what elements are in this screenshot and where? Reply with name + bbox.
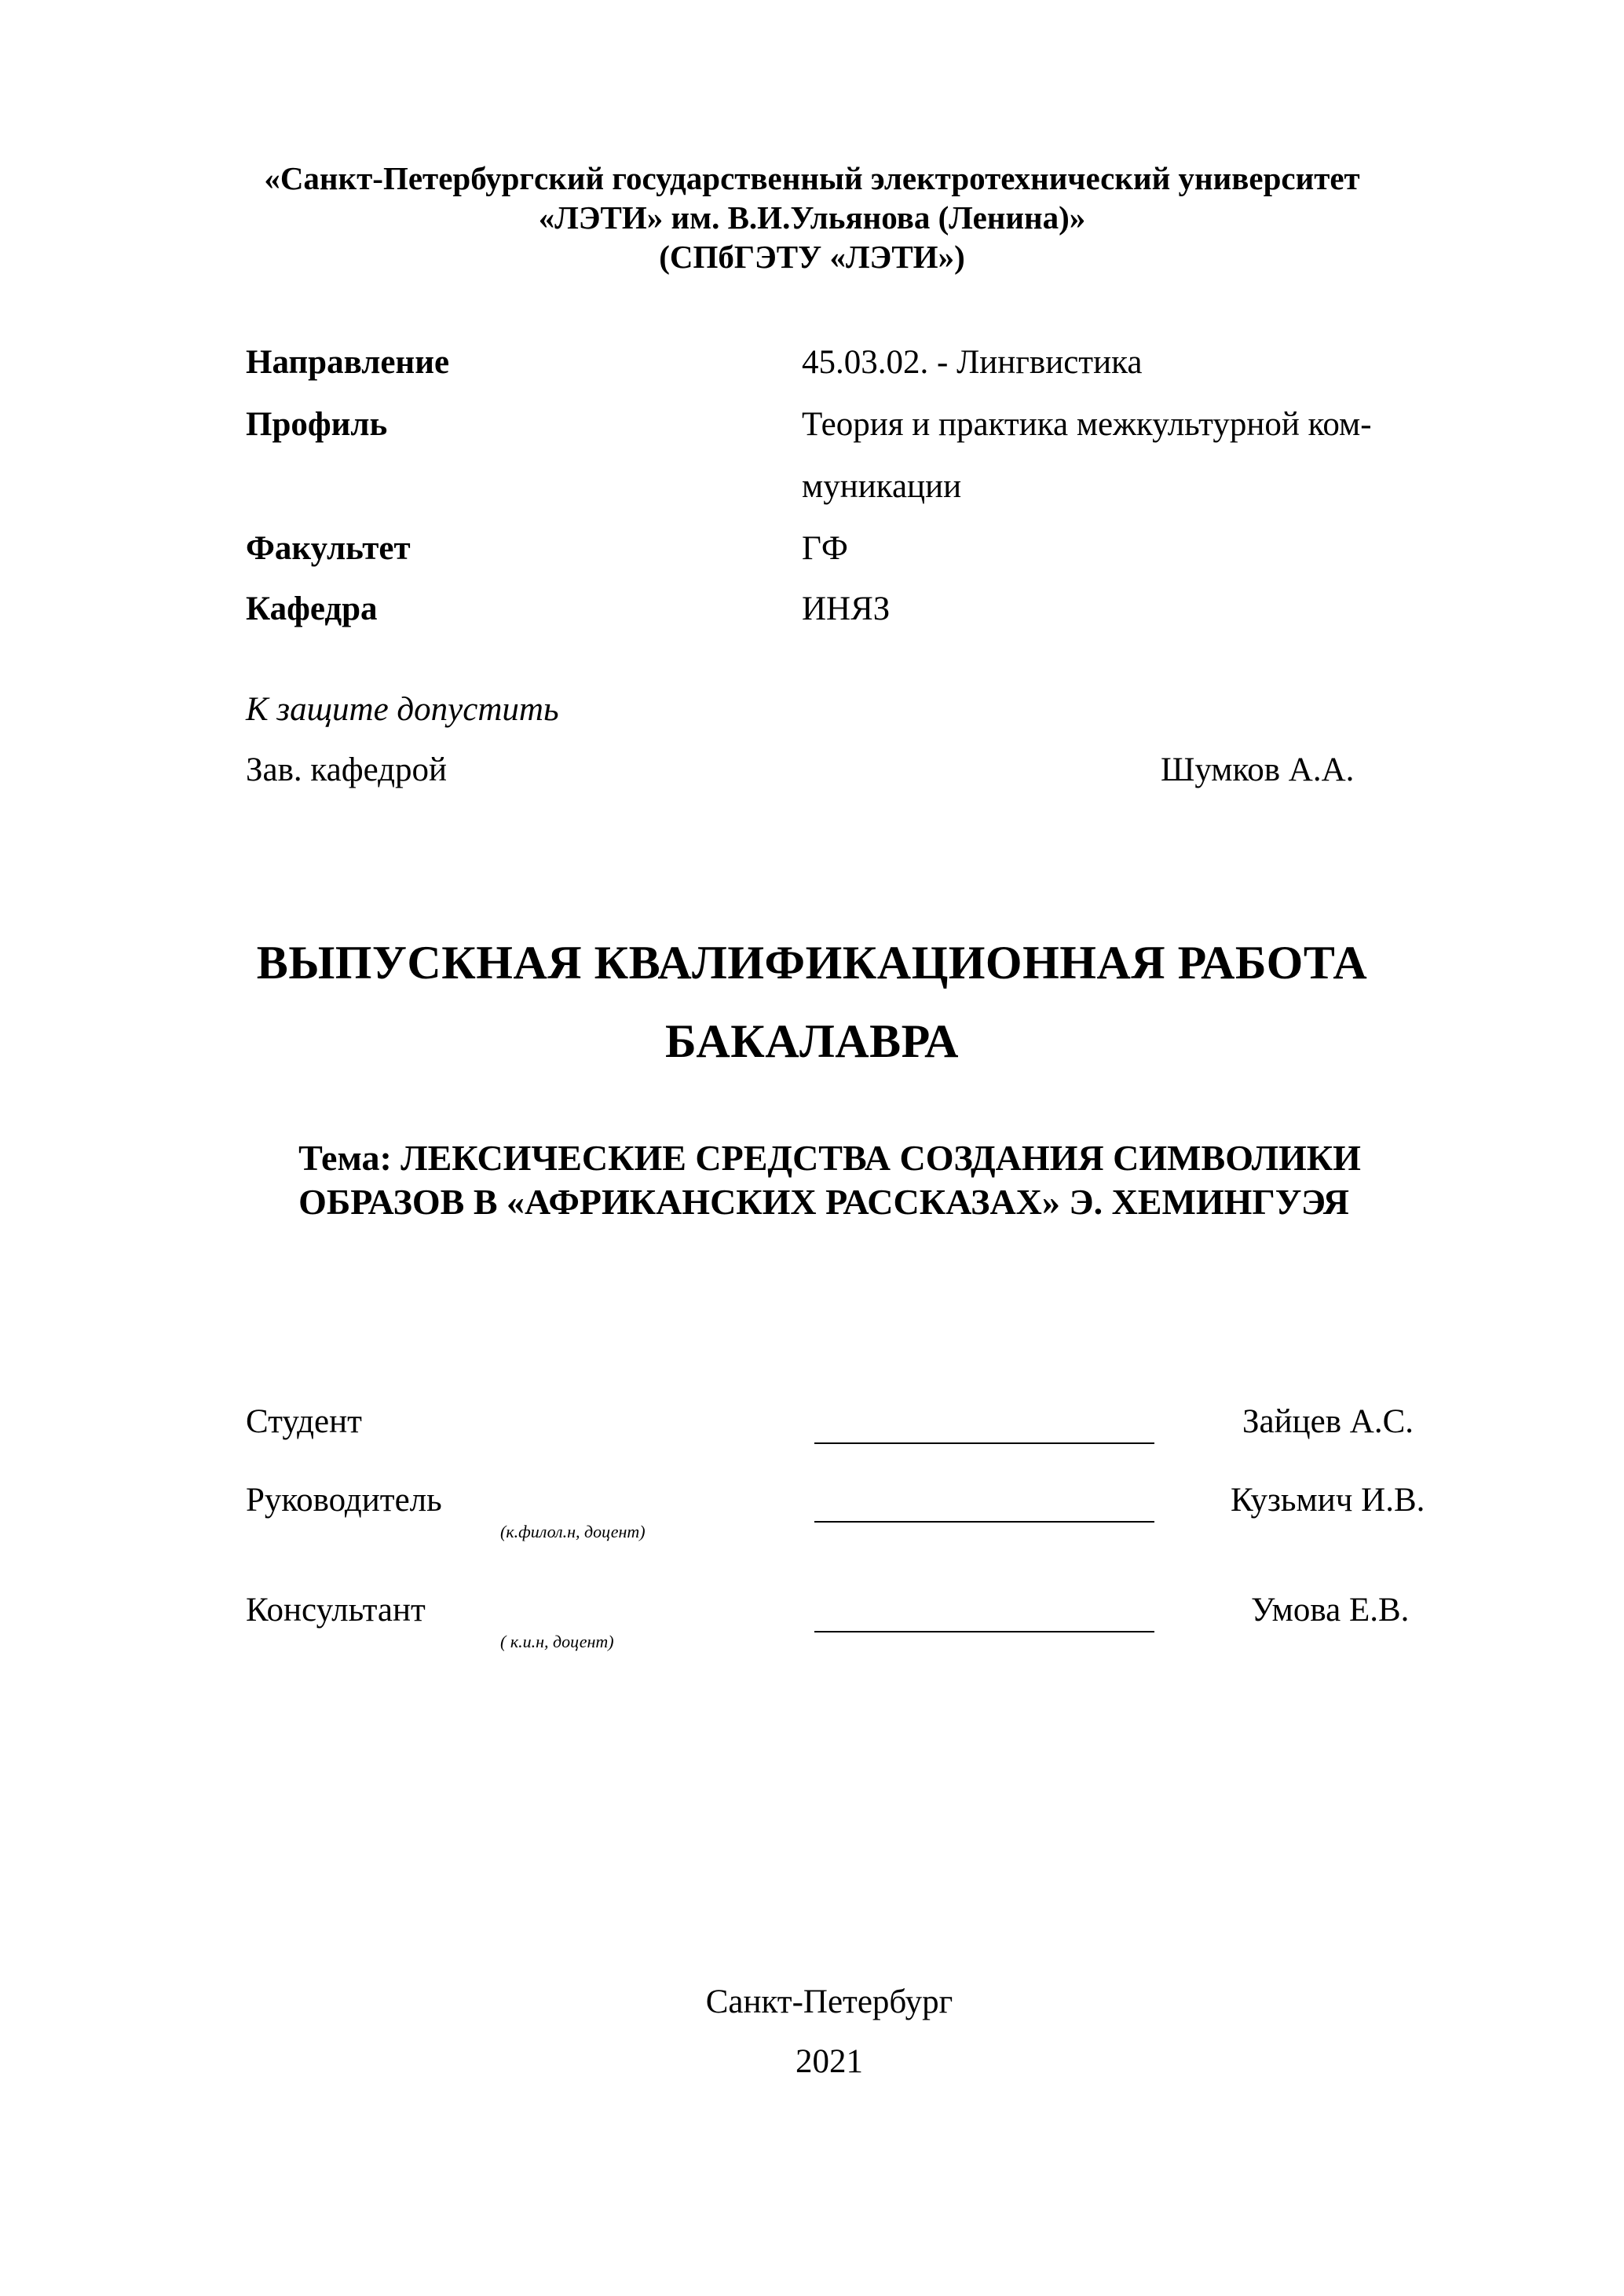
topic-line-2: ОБРАЗОВ В «АФРИКАНСКИХ РАССКАЗАХ» Э. ХЕМИНГУЭЯ <box>298 1182 1349 1222</box>
year: 2021 <box>796 2043 863 2080</box>
profile-value-line-2: муникации <box>802 468 962 505</box>
faculty-value: ГФ <box>802 530 848 567</box>
student-label: Студент <box>246 1403 362 1440</box>
consultant-name: Умова Е.В. <box>1251 1592 1410 1629</box>
topic-block <box>0 1136 1624 1224</box>
head-of-department-name: Шумков А.А. <box>1161 751 1355 788</box>
supervisor-name: Кузьмич И.В. <box>1231 1482 1425 1519</box>
profile-value-line-1: Теория и практика межкультурной ком- <box>802 406 1372 443</box>
admission-text: К защите допустить <box>246 691 559 728</box>
thesis-title-line-1: ВЫПУСКНАЯ КВАЛИФИКАЦИОННАЯ РАБОТА <box>256 937 1368 989</box>
student-signature-line <box>814 1442 1154 1444</box>
faculty-label: Факультет <box>246 530 411 567</box>
head-of-department-label: Зав. кафедрой <box>246 751 448 788</box>
university-name-line-2: «ЛЭТИ» им. В.И.Ульянова (Ленина)» <box>538 199 1086 236</box>
consultant-label: Консультант <box>246 1592 426 1629</box>
consultant-degree-note: ( к.и.н, доцент) <box>500 1632 614 1651</box>
consultant-signature-line <box>814 1631 1154 1632</box>
topic-line-1: Тема: ЛЕКСИЧЕСКИЕ СРЕДСТВА СОЗДАНИЯ СИМВОЛИКИ <box>298 1138 1361 1178</box>
supervisor-signature-line <box>814 1521 1154 1523</box>
direction-value: 45.03.02. - Лингвистика <box>802 344 1143 381</box>
direction-label: Направление <box>246 344 450 381</box>
profile-label: Профиль <box>246 406 388 443</box>
thesis-title-line-2: БАКАЛАВРА <box>665 1015 959 1067</box>
city: Санкт-Петербург <box>705 1983 953 2020</box>
supervisor-degree-note: (к.филол.н, доцент) <box>500 1522 646 1541</box>
department-value: ИНЯЗ <box>802 590 891 627</box>
department-label: Кафедра <box>246 590 378 627</box>
university-abbreviation: (СПбГЭТУ «ЛЭТИ») <box>659 239 965 275</box>
student-name: Зайцев А.С. <box>1242 1403 1414 1440</box>
university-name-line-1: «Санкт-Петербургский государственный электротехнический университет <box>264 160 1360 196</box>
supervisor-label: Руководитель <box>246 1482 442 1519</box>
